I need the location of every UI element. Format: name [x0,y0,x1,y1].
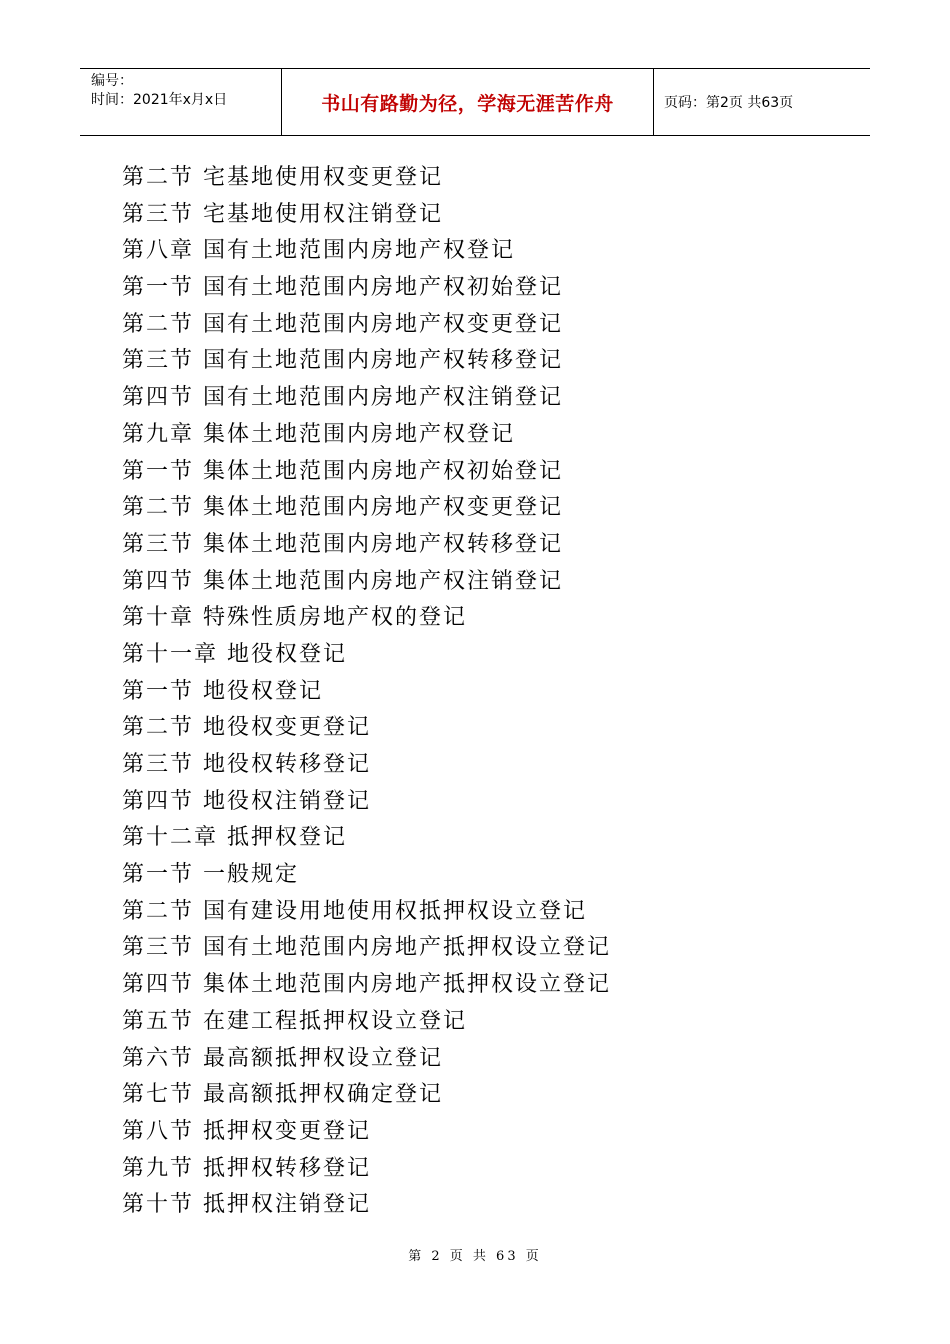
toc-entry: 第十节 抵押权注销登记 [122,1192,371,1218]
toc-entry: 第一节 国有土地范围内房地产权初始登记 [122,275,563,301]
toc-entry: 第九节 抵押权转移登记 [122,1155,371,1181]
toc-entry: 第三节 国有土地范围内房地产抵押权设立登记 [122,935,611,961]
page-header [80,68,870,136]
toc-entry: 第六节 最高额抵押权设立登记 [122,1045,443,1071]
toc-entry: 第七节 最高额抵押权确定登记 [122,1082,443,1108]
toc-entry: 第一节 一般规定 [122,862,299,888]
toc-entry: 第十二章 抵押权登记 [122,825,347,851]
toc-entry: 第一节 集体土地范围内房地产权初始登记 [122,458,563,484]
toc-entry: 第四节 国有土地范围内房地产权注销登记 [122,385,563,411]
header-meta [80,69,282,135]
toc-entry: 第四节 集体土地范围内房地产抵押权设立登记 [122,972,611,998]
toc-entry: 第一节 地役权登记 [122,678,323,704]
toc-entry: 第四节 集体土地范围内房地产权注销登记 [122,568,563,594]
toc-entry: 第二节 国有建设用地使用权抵押权设立登记 [122,898,587,924]
header-motto: 书山有路勤为径，学海无涯苦作舟 [282,69,654,135]
toc-entry: 第十一章 地役权登记 [122,641,347,667]
toc-entry: 第四节 地役权注销登记 [122,788,371,814]
toc-entry: 第八节 抵押权变更登记 [122,1118,371,1144]
document-time-label: 时间：2021年x月x日 [91,92,228,108]
toc-entry: 第十章 特殊性质房地产权的登记 [122,605,467,631]
toc-entry: 第三节 地役权转移登记 [122,752,371,777]
toc-entry: 第二节 集体土地范围内房地产权变更登记 [122,495,563,521]
document-number-label: 编号： [91,73,133,89]
toc-entry: 第三节 宅基地使用权注销登记 [122,201,443,227]
toc-entry: 第二节 地役权变更登记 [122,715,371,741]
toc-entry: 第九章 集体土地范围内房地产权登记 [122,421,515,447]
toc-entry: 第二节 国有土地范围内房地产权变更登记 [122,311,563,337]
header-page-info: 页码：第2页 共63页 [664,95,794,111]
page-footer: 第 2 页 共 63 页 [408,1249,542,1264]
toc-entry: 第五节 在建工程抵押权设立登记 [122,1008,467,1034]
toc-entry: 第八章 国有土地范围内房地产权登记 [122,238,515,264]
table-of-contents [122,160,611,1224]
toc-entry: 第三节 国有土地范围内房地产权转移登记 [122,348,563,374]
toc-entry: 第三节 集体土地范围内房地产权转移登记 [122,531,563,557]
toc-entry: 第二节 宅基地使用权变更登记 [122,165,443,190]
